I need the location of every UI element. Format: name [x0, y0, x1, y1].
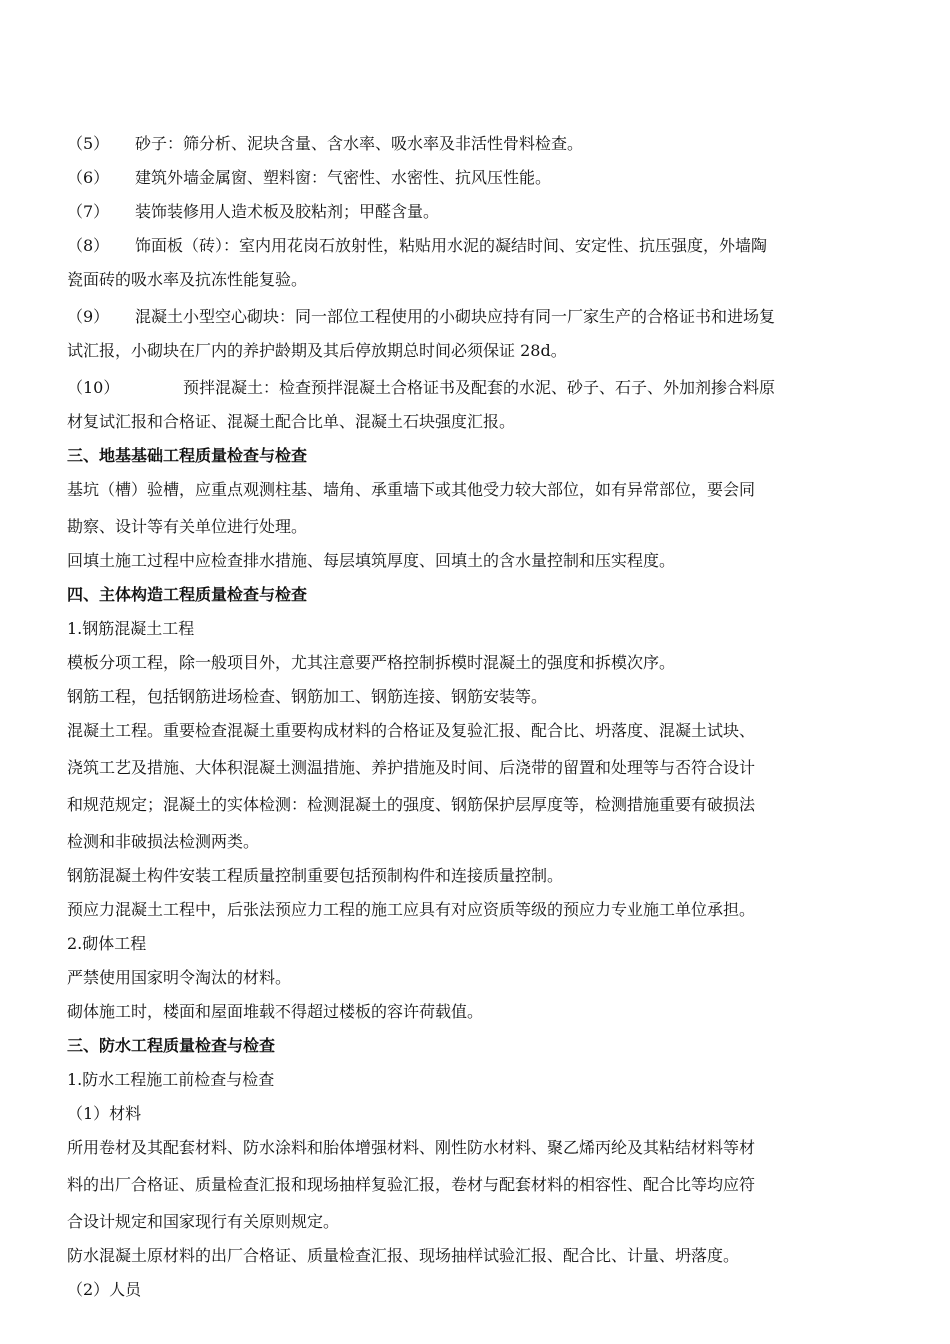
section-heading: 三、防水工程质量检查与检查 [67, 1036, 276, 1055]
item-number: （8） [67, 236, 110, 255]
item-text: 预拌混凝土：检查预拌混凝土合格证书及配套的水泥、砂子、石子、外加剂掺合料原 [183, 378, 776, 397]
paragraph-line: 检测和非破损法检测两类。 [67, 832, 260, 851]
list-item [67, 371, 847, 405]
paragraph-line: 合设计规定和国家现行有关原则规定。 [67, 1212, 340, 1231]
paragraph-line: 钢筋混凝土构件安装工程质量控制重要包括预制构件和连接质量控制。 [67, 866, 564, 885]
item-number: （10） [67, 378, 120, 397]
section-heading: 四、主体构造工程质量检查与检查 [67, 585, 308, 604]
item-continuation: 瓷面砖的吸水率及抗冻性能复验。 [67, 270, 308, 289]
document-page [67, 127, 847, 1307]
subsection-heading: （2）人员 [67, 1280, 142, 1299]
paragraph-line: 和规范规定；混凝土的实体检测：检测混凝土的强度、钢筋保护层厚度等，检测措施重要有破损法 [67, 795, 756, 814]
subsection-heading: 1.钢筋混凝土工程 [67, 619, 195, 638]
list-item [67, 161, 847, 195]
item-text: 饰面板（砖）：室内用花岗石放射性，粘贴用水泥的凝结时间、安定性、抗压强度，外墙陶 [135, 236, 768, 255]
paragraph-line: 模板分项工程，除一般项目外，尤其注意要严格控制拆模时混凝土的强度和拆模次序。 [67, 653, 676, 672]
item-text: 建筑外墙金属窗、塑料窗：气密性、水密性、抗风压性能。 [135, 168, 552, 187]
item-text: 装饰装修用人造术板及胶粘剂；甲醛含量。 [135, 202, 440, 221]
subsection-heading: （1）材料 [67, 1104, 142, 1123]
item-text: 混凝土小型空心砌块：同一部位工程使用的小砌块应持有同一厂家生产的合格证书和进场复 [135, 307, 776, 326]
paragraph-line: 砌体施工时，楼面和屋面堆载不得超过楼板的容许荷载值。 [67, 1002, 484, 1021]
item-continuation: 试汇报，小砌块在厂内的养护龄期及其后停放期总时间必须保证 28d。 [67, 341, 567, 360]
item-number: （9） [67, 307, 110, 326]
item-continuation: 材复试汇报和合格证、混凝土配合比单、混凝土石块强度汇报。 [67, 412, 516, 431]
paragraph-line: 回填土施工过程中应检查排水措施、每层填筑厚度、回填土的含水量控制和压实程度。 [67, 551, 676, 570]
paragraph-line: 防水混凝土原材料的出厂合格证、质量检查汇报、现场抽样试验汇报、配合比、计量、坍落度。 [67, 1246, 740, 1265]
item-number: （5） [67, 134, 110, 153]
paragraph-line: 所用卷材及其配套材料、防水涂料和胎体增强材料、刚性防水材料、聚乙烯丙纶及其粘结材料等材 [67, 1138, 756, 1157]
item-number: （6） [67, 168, 110, 187]
paragraph-line: 浇筑工艺及措施、大体积混凝土测温措施、养护措施及时间、后浇带的留置和处理等与否符合设计 [67, 758, 756, 777]
list-item [67, 127, 847, 161]
list-item [67, 229, 847, 263]
paragraph-line: 严禁使用国家明令淘汰的材料。 [67, 968, 292, 987]
item-text: 砂子：筛分析、泥块含量、含水率、吸水率及非活性骨料检查。 [135, 134, 584, 153]
paragraph-line: 预应力混凝土工程中，后张法预应力工程的施工应具有对应资质等级的预应力专业施工单位承担。 [67, 900, 756, 919]
paragraph-line: 钢筋工程，包括钢筋进场检查、钢筋加工、钢筋连接、钢筋安装等。 [67, 687, 548, 706]
subsection-heading: 1.防水工程施工前检查与检查 [67, 1070, 275, 1089]
item-number: （7） [67, 202, 110, 221]
paragraph-line: 混凝土工程。重要检查混凝土重要构成材料的合格证及复验汇报、配合比、坍落度、混凝土试块、 [67, 721, 756, 740]
subsection-heading: 2.砌体工程 [67, 934, 147, 953]
section-heading: 三、地基基础工程质量检查与检查 [67, 446, 308, 465]
paragraph-line: 料的出厂合格证、质量检查汇报和现场抽样复验汇报，卷材与配套材料的相容性、配合比等均应符 [67, 1175, 756, 1194]
paragraph-line: 勘察、设计等有关单位进行处理。 [67, 517, 308, 536]
list-item [67, 300, 847, 334]
list-item [67, 195, 847, 229]
paragraph-line: 基坑（槽）验槽，应重点观测柱基、墙角、承重墙下或其他受力较大部位，如有异常部位，要会同 [67, 480, 756, 499]
